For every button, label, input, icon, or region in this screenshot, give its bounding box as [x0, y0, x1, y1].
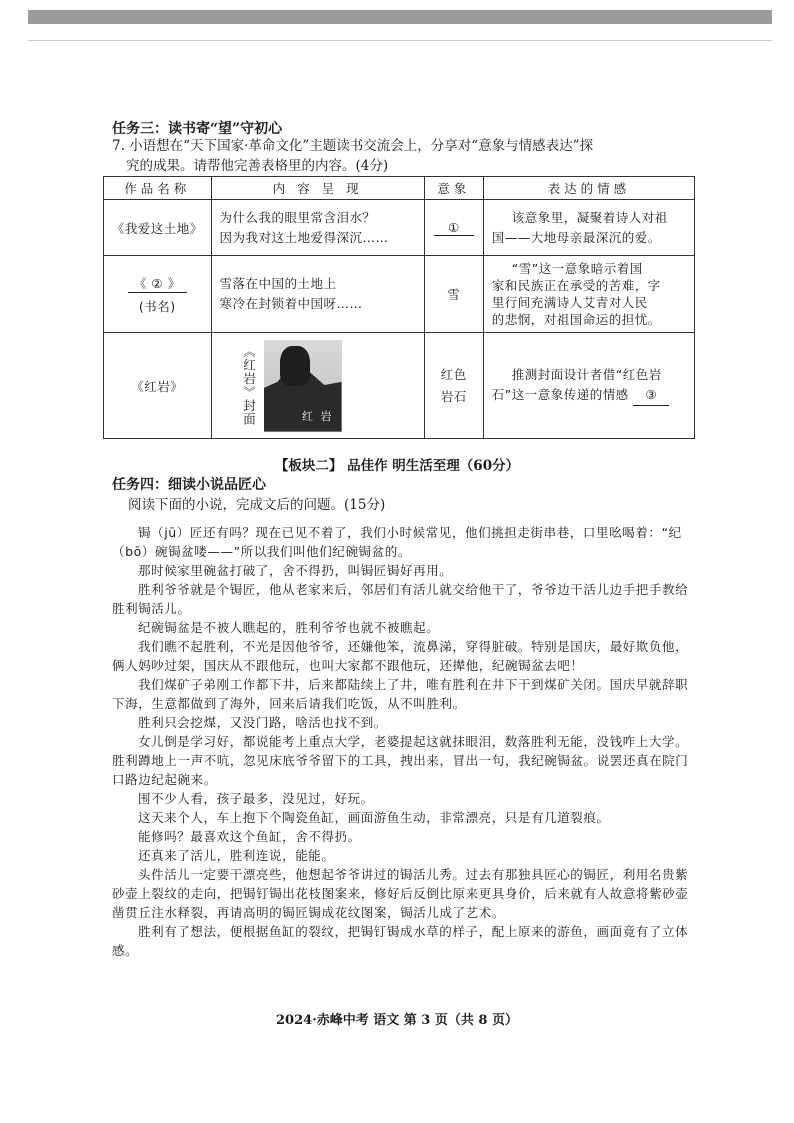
task3-title: 任务三：读书寄“望”守初心 — [112, 121, 283, 137]
table-row — [104, 333, 695, 439]
imagery-table — [103, 176, 695, 439]
story-paragraph: 女儿倒是学习好，都说能考上重点大学，老婆提起这就抹眼泪，数落胜利无能，没钱咋上大学。胜利蹲地上一声不吭，忽见床底爷爷留下的工具，拽出来，冒出一句，我纪碗锔盆。说罢还真在院门口路边纪起碗来。 — [112, 734, 689, 787]
emotion-line: 家和民族正在承受的苦难，字 — [491, 278, 661, 293]
emotion-cell — [483, 256, 694, 333]
content-cell — [211, 256, 424, 333]
content-line: 为什么我的眼里常含泪水？ — [219, 209, 376, 225]
emotion-line: 国——大地母亲最深沉的爱。 — [491, 229, 661, 245]
cover-figure-shape — [280, 346, 310, 386]
story-paragraph: 头件活儿一定要干漂亮些，他想起爷爷讲过的锔活儿秀。过去有那独具匠心的锔匠，利用名贵紫砂壶上裂纹的走向，把锔钉锔出花枝图案来，修好后反倒比原来更具身价，后来就有人故意将紫砂壶凿贯丘注水释裂，再请高明的锔匠锔成花纹图案，锔活儿成了艺术。 — [112, 867, 689, 920]
page-footer: 2024·赤峰中考 语文 第 3 页（共 8 页） — [276, 1013, 518, 1028]
emotion-cell — [483, 200, 694, 256]
table-header: 作品名称 — [104, 177, 212, 200]
task4-instruction: 阅读下面的小说，完成文后的问题。(15分) — [128, 497, 386, 513]
emotion-line-with-blank — [492, 385, 686, 406]
emotion-line: “雪”这一意象暗示着国 — [511, 261, 643, 276]
content-line: 雪落在中国的土地上 — [219, 276, 337, 291]
question-7 — [112, 136, 702, 176]
story-paragraph: 纪碗锔盆是不被人瞧起的，胜利爷爷也就不被瞧起。 — [138, 620, 440, 635]
content-line: 因为我对这土地爱得深沉…… — [219, 229, 389, 245]
story-paragraph: 胜利只会挖煤，又没门路，啥活也找不到。 — [138, 715, 387, 730]
story-paragraph: 围不少人看，孩子最多，没见过，好玩。 — [138, 791, 374, 806]
story-paragraph: 锔（jū）匠还有吗？现在已见不着了，我们小时候常见，他们挑担走街串巷，口里吆喝着：“纪（bō）碗锔盆喽——”所以我们叫他们纪碗锔盆的。 — [112, 525, 682, 559]
image-cell — [424, 333, 483, 439]
cover-label: 《红岩》封面 — [241, 345, 257, 426]
story-paragraph: 我们煤矿子弟刚工作都下井，后来都陆续上了井，唯有胜利在井下干到煤矿关闭。国庆早就辞职下海，生意都做到了海外，回来后请我们吃饭，从不叫胜利。 — [112, 677, 689, 711]
cover-cell — [211, 333, 424, 439]
work-title: 《红岩》 — [104, 333, 212, 439]
question-7-line2: 究的成果。请帮他完善表格里的内容。(4分) — [126, 158, 389, 174]
image-line: 红色 — [440, 366, 467, 382]
image-cell — [424, 200, 483, 256]
story-paragraph: 胜利爷爷就是个锔匠，他从老家来后，邻居们有活儿就交给他干了，爷爷边干活儿边手把手教给胜利锔活儿。 — [112, 582, 689, 616]
table-header: 内 容 呈 现 — [211, 177, 424, 200]
content-cell — [211, 200, 424, 256]
story-text — [112, 523, 700, 960]
header-divider — [28, 40, 772, 41]
work-title: 《我爱这土地》 — [104, 200, 212, 256]
emotion-line: 该意象里，凝聚着诗人对祖 — [511, 209, 668, 225]
section-2-title: 【板块二】 品佳作 明生活至理（60分） — [274, 458, 520, 474]
emotion-line: 推测封面设计者借“红色岩 — [511, 367, 662, 382]
table-row — [104, 200, 695, 256]
table-header: 意象 — [424, 177, 483, 200]
emotion-line: 里行间充满诗人艾青对人民 — [491, 295, 648, 310]
table-header-row — [104, 177, 695, 200]
cover-title: 红 岩 — [302, 409, 334, 423]
answer-blank-1[interactable]: ① — [434, 220, 474, 236]
task4-title: 任务四：细读小说品匠心 — [112, 477, 266, 493]
story-paragraph: 这天来个人，车上抱下个陶瓷鱼缸，画面游鱼生动，非常漂亮，只是有几道裂痕。 — [138, 810, 610, 825]
story-paragraph: 那时候家里碗盆打破了，舍不得扔，叫锔匠锔好再用。 — [138, 563, 453, 578]
story-paragraph: 胜利有了想法，便根据鱼缸的裂纹，把锔钉锔成水草的样子，配上原来的游鱼，画面竟有了立体感。 — [112, 924, 689, 958]
emotion-cell — [483, 333, 694, 439]
story-paragraph: 能修吗？最喜欢这个鱼缸，舍不得扔。 — [138, 829, 361, 844]
story-paragraph: 我们瞧不起胜利，不光是因他爷爷，还嫌他笨，流鼻涕，穿得脏破。特别是国庆，最好欺负他，俩人妈吵过架，国庆从不跟他玩，也叫大家都不跟他玩，还撵他，纪碗锔盆去吧！ — [112, 639, 689, 673]
table-row — [104, 256, 695, 333]
emotion-line: 石”这一意象传递的情感 — [491, 387, 629, 402]
image-cell: 雪 — [424, 256, 483, 333]
answer-blank-2[interactable]: 《 ② 》 — [128, 274, 187, 293]
question-7-line1: 7. 小语想在“天下国家·革命文化”主题读书交流会上，分享对“意象与情感表达”探 — [112, 138, 594, 154]
image-line: 岩石 — [440, 388, 467, 404]
table-header: 表达的情感 — [483, 177, 694, 200]
content-line: 寒冷在封锁着中国呀…… — [219, 296, 363, 311]
answer-blank-3[interactable]: ③ — [633, 385, 669, 406]
story-paragraph: 还真来了活儿，胜利连说，能能。 — [138, 848, 335, 863]
work-title-cell — [104, 256, 212, 333]
emotion-line: 的悲悯，对祖国命运的担忧。 — [491, 312, 661, 327]
scan-header-bar — [28, 10, 772, 24]
work-note: (书名) — [138, 298, 176, 314]
book-cover-image — [264, 340, 342, 432]
